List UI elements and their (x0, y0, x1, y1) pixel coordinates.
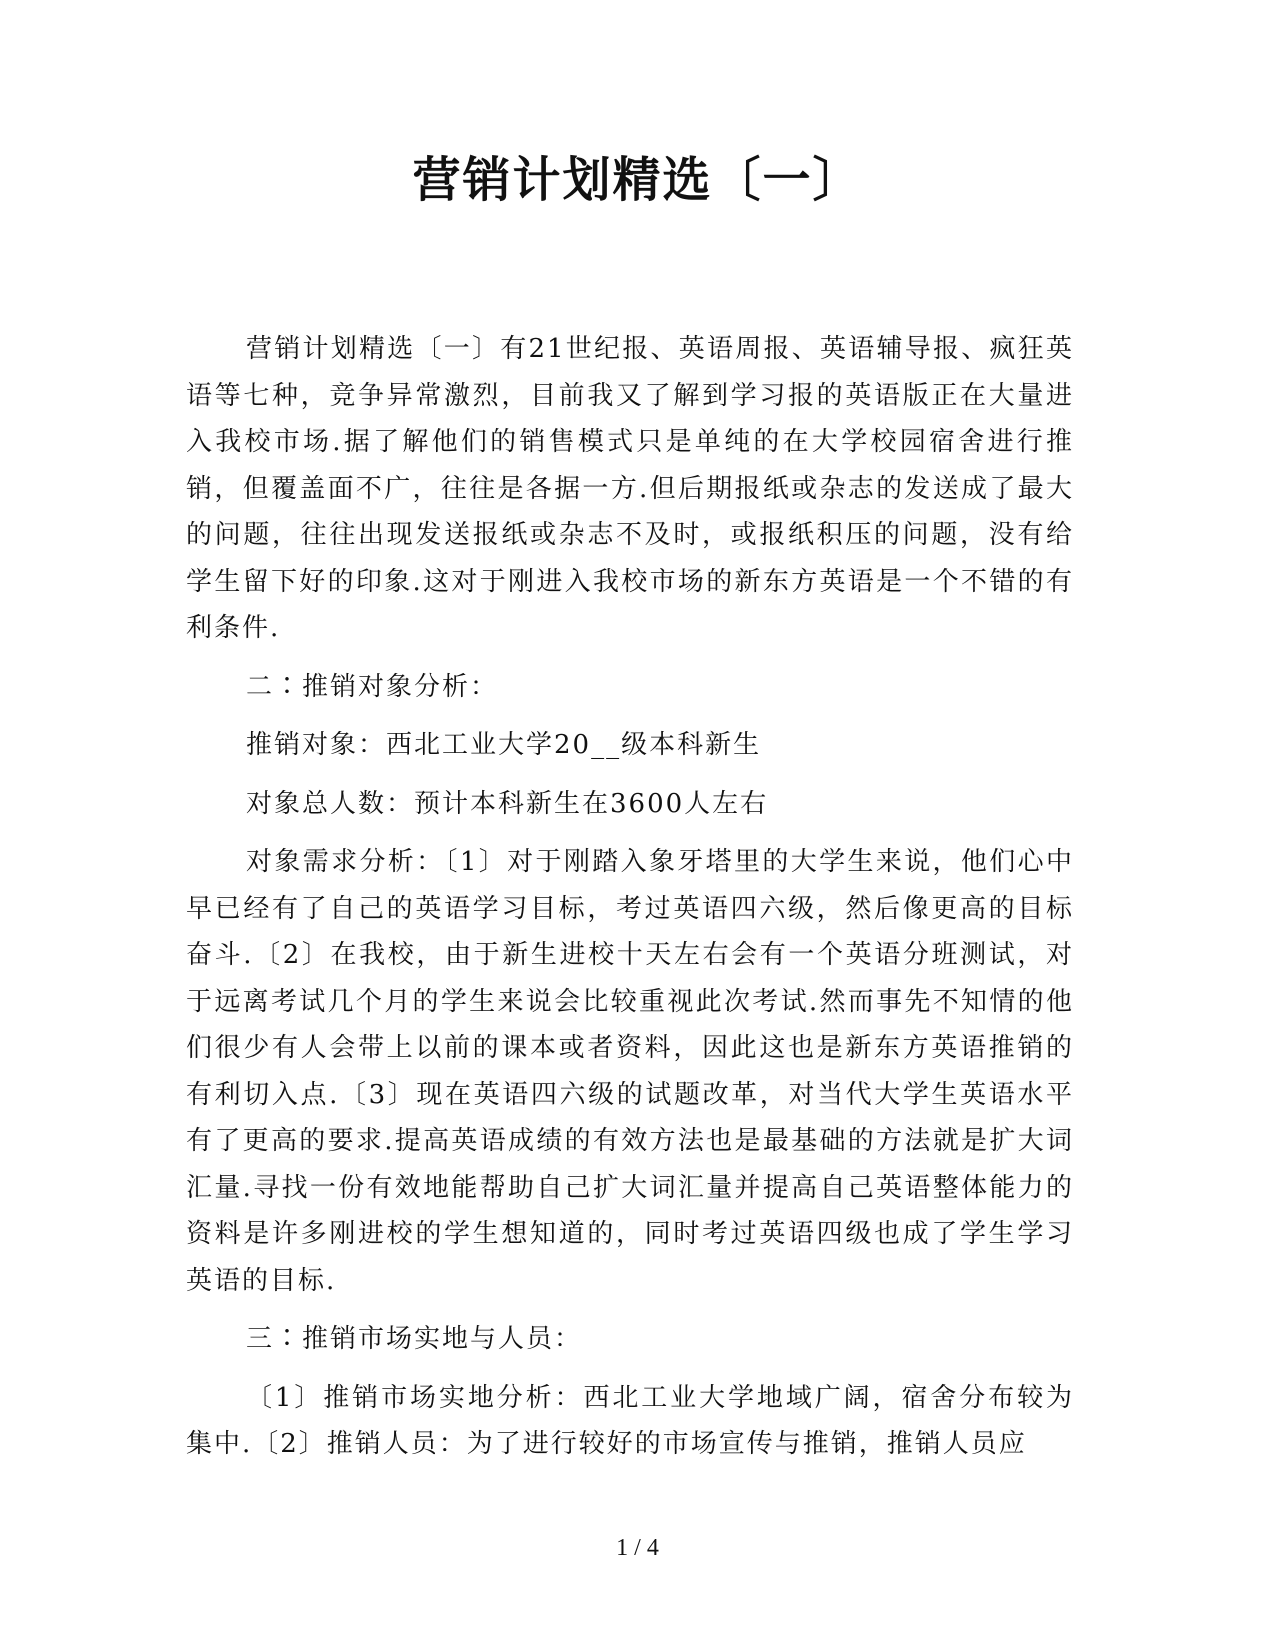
paragraph-target-count: 对象总人数：预计本科新生在3600人左右 (246, 788, 769, 819)
paragraph-needs-analysis: 对象需求分析：〔1〕对于刚踏入象牙塔里的大学生来说，他们心中早已经有了自己的英语学习目标，考过英语四六级，然后像更高的目标奋斗.〔2〕在我校，由于新生进校十天左右会有一个英语分班测试，对于远离考试几个月的学生来说会比较重视此次考试.然而事先不知情的他们很少有人会带上以前的课本或者资料，因此这也是新东方英语推销的有利切入点.〔3〕现在英语四六级的试题改革，对当代大学生英语水平有了更高的要求.提高英语成绩的有效方法也是最基础的方法就是扩大词汇量.寻找一份有效地能帮助自己扩大词汇量并提高自己英语整体能力的资料是许多刚进校的学生想知道的，同时考过英语四级也成了学生学习英语的目标. (186, 847, 1074, 1296)
paragraph-target: 推销对象：西北工业大学20__级本科新生 (246, 730, 762, 760)
paragraph-intro: 营销计划精选〔一〕有21世纪报、英语周报、英语辅导报、疯狂英语等七种，竞争异常激烈，目前我又了解到学习报的英语版正在大量进入我校市场.据了解他们的销售模式只是单纯的在大学校园宿舍进行推销，但覆盖面不广，往往是各据一方.但后期报纸或杂志的发送成了最大的问题，往往出现发送报纸或杂志不及时，或报纸积压的问题，没有给学生留下好的印象.这对于刚进入我校市场的新东方英语是一个不错的有利条件. (186, 334, 1074, 643)
paragraph-section-three-heading: 三∶推销市场实地与人员： (246, 1324, 583, 1354)
paragraph-market-analysis: 〔1〕推销市场实地分析：西北工业大学地域广阔，宿舍分布较为集中.〔2〕推销人员：为了进行较好的市场宣传与推销，推销人员应 (186, 1382, 1074, 1459)
page-number: 1 / 4 (616, 1535, 659, 1561)
document-body (186, 326, 1074, 1480)
document-title: 营销计划精选〔一〕 (412, 152, 863, 208)
paragraph-section-two-heading: 二∶推销对象分析： (246, 671, 499, 702)
